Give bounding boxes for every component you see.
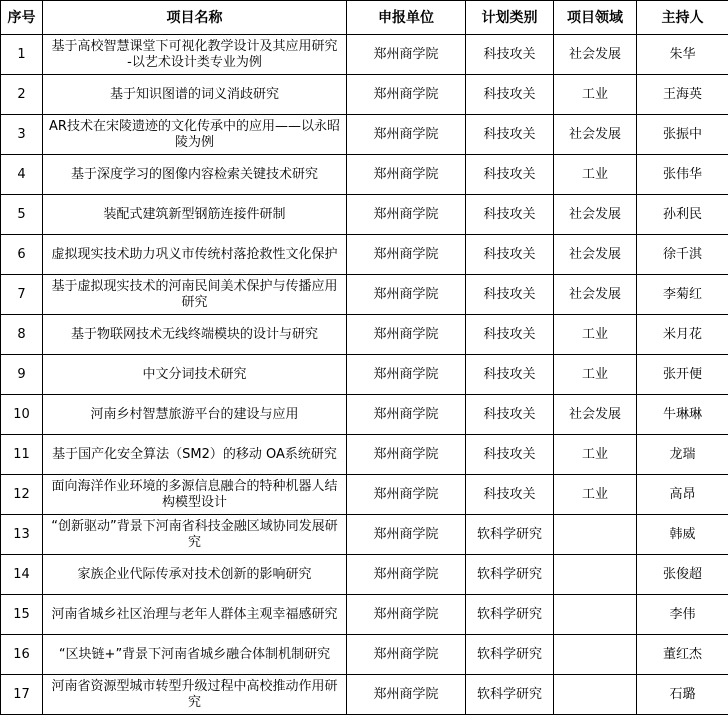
cell-no: 8	[1, 315, 43, 355]
cell-category: 科技攻关	[466, 435, 554, 475]
cell-unit: 郑州商学院	[347, 195, 466, 235]
cell-category: 科技攻关	[466, 395, 554, 435]
cell-leader: 米月花	[637, 315, 728, 355]
table-row	[1, 315, 728, 355]
header-name: 项目名称	[43, 1, 347, 35]
cell-field: 社会发展	[554, 235, 637, 275]
table-row	[1, 435, 728, 475]
cell-project-name: 河南省资源型城市转型升级过程中高校推动作用研究	[43, 675, 347, 715]
table-header-row	[1, 1, 728, 35]
cell-unit: 郑州商学院	[347, 75, 466, 115]
cell-project-name: 虚拟现实技术助力巩义市传统村落抢救性文化保护	[43, 235, 347, 275]
table-row	[1, 555, 728, 595]
cell-field: 工业	[554, 155, 637, 195]
table-row	[1, 635, 728, 675]
cell-project-name: 装配式建筑新型钢筋连接件研制	[43, 195, 347, 235]
cell-leader: 孙利民	[637, 195, 728, 235]
header-category: 计划类别	[466, 1, 554, 35]
cell-leader: 李伟	[637, 595, 728, 635]
cell-project-name: 河南乡村智慧旅游平台的建设与应用	[43, 395, 347, 435]
cell-unit: 郑州商学院	[347, 435, 466, 475]
cell-project-name: “创新驱动”背景下河南省科技金融区域协同发展研究	[43, 515, 347, 555]
cell-field	[554, 675, 637, 715]
cell-leader: 王海英	[637, 75, 728, 115]
cell-project-name: 基于深度学习的图像内容检索关键技术研究	[43, 155, 347, 195]
cell-category: 软科学研究	[466, 675, 554, 715]
cell-project-name: 基于物联网技术无线终端模块的设计与研究	[43, 315, 347, 355]
cell-leader: 石璐	[637, 675, 728, 715]
cell-no: 9	[1, 355, 43, 395]
cell-category: 科技攻关	[466, 275, 554, 315]
cell-leader: 张伟华	[637, 155, 728, 195]
cell-unit: 郑州商学院	[347, 675, 466, 715]
table-row	[1, 395, 728, 435]
header-field: 项目领域	[554, 1, 637, 35]
cell-unit: 郑州商学院	[347, 235, 466, 275]
cell-category: 科技攻关	[466, 355, 554, 395]
table-row	[1, 595, 728, 635]
cell-unit: 郑州商学院	[347, 595, 466, 635]
cell-category: 软科学研究	[466, 515, 554, 555]
cell-category: 科技攻关	[466, 235, 554, 275]
cell-unit: 郑州商学院	[347, 115, 466, 155]
cell-field: 工业	[554, 75, 637, 115]
cell-leader: 董红杰	[637, 635, 728, 675]
table-body	[1, 35, 728, 715]
header-leader: 主持人	[637, 1, 728, 35]
cell-no: 15	[1, 595, 43, 635]
cell-no: 17	[1, 675, 43, 715]
cell-field	[554, 595, 637, 635]
cell-unit: 郑州商学院	[347, 475, 466, 515]
header-no: 序号	[1, 1, 43, 35]
cell-no: 6	[1, 235, 43, 275]
cell-project-name: AR技术在宋陵遗迹的文化传承中的应用——以永昭陵为例	[43, 115, 347, 155]
cell-leader: 韩威	[637, 515, 728, 555]
cell-field	[554, 555, 637, 595]
cell-no: 2	[1, 75, 43, 115]
cell-project-name: 基于高校智慧课堂下可视化教学设计及其应用研究 -以艺术设计类专业为例	[43, 35, 347, 75]
table-row	[1, 235, 728, 275]
cell-no: 16	[1, 635, 43, 675]
cell-category: 软科学研究	[466, 635, 554, 675]
cell-leader: 张开便	[637, 355, 728, 395]
cell-category: 科技攻关	[466, 35, 554, 75]
cell-unit: 郑州商学院	[347, 155, 466, 195]
cell-field	[554, 635, 637, 675]
table-row	[1, 195, 728, 235]
cell-field: 工业	[554, 475, 637, 515]
cell-unit: 郑州商学院	[347, 355, 466, 395]
cell-unit: 郑州商学院	[347, 275, 466, 315]
cell-project-name: 基于国产化安全算法（SM2）的移动 OA系统研究	[43, 435, 347, 475]
cell-no: 3	[1, 115, 43, 155]
cell-no: 14	[1, 555, 43, 595]
table-row	[1, 675, 728, 715]
cell-category: 科技攻关	[466, 315, 554, 355]
cell-leader: 李菊红	[637, 275, 728, 315]
cell-field: 社会发展	[554, 275, 637, 315]
cell-category: 科技攻关	[466, 115, 554, 155]
cell-project-name: “区块链+”背景下河南省城乡融合体制机制研究	[43, 635, 347, 675]
cell-field	[554, 515, 637, 555]
cell-unit: 郑州商学院	[347, 635, 466, 675]
cell-project-name: 基于知识图谱的词义消歧研究	[43, 75, 347, 115]
table-row	[1, 35, 728, 75]
cell-field: 社会发展	[554, 115, 637, 155]
cell-no: 10	[1, 395, 43, 435]
cell-field: 工业	[554, 355, 637, 395]
table-row	[1, 75, 728, 115]
cell-unit: 郑州商学院	[347, 35, 466, 75]
cell-no: 11	[1, 435, 43, 475]
cell-leader: 高昂	[637, 475, 728, 515]
cell-leader: 张振中	[637, 115, 728, 155]
cell-leader: 朱华	[637, 35, 728, 75]
cell-project-name: 家族企业代际传承对技术创新的影响研究	[43, 555, 347, 595]
cell-no: 7	[1, 275, 43, 315]
cell-field: 工业	[554, 315, 637, 355]
cell-unit: 郑州商学院	[347, 315, 466, 355]
cell-no: 4	[1, 155, 43, 195]
cell-no: 12	[1, 475, 43, 515]
cell-category: 软科学研究	[466, 595, 554, 635]
cell-leader: 徐千淇	[637, 235, 728, 275]
cell-leader: 龙瑞	[637, 435, 728, 475]
cell-category: 科技攻关	[466, 475, 554, 515]
table-row	[1, 355, 728, 395]
table-row	[1, 155, 728, 195]
cell-unit: 郑州商学院	[347, 555, 466, 595]
cell-leader: 牛琳琳	[637, 395, 728, 435]
cell-field: 社会发展	[554, 395, 637, 435]
cell-category: 软科学研究	[466, 555, 554, 595]
cell-leader: 张俊超	[637, 555, 728, 595]
cell-no: 5	[1, 195, 43, 235]
cell-project-name: 基于虚拟现实技术的河南民间美术保护与传播应用研究	[43, 275, 347, 315]
cell-project-name: 河南省城乡社区治理与老年人群体主观幸福感研究	[43, 595, 347, 635]
cell-project-name: 中文分词技术研究	[43, 355, 347, 395]
table-row	[1, 275, 728, 315]
cell-project-name: 面向海洋作业环境的多源信息融合的特种机器人结构模型设计	[43, 475, 347, 515]
cell-no: 1	[1, 35, 43, 75]
cell-category: 科技攻关	[466, 195, 554, 235]
table-row	[1, 475, 728, 515]
cell-category: 科技攻关	[466, 75, 554, 115]
cell-unit: 郑州商学院	[347, 395, 466, 435]
cell-no: 13	[1, 515, 43, 555]
cell-field: 社会发展	[554, 195, 637, 235]
cell-category: 科技攻关	[466, 155, 554, 195]
table-row	[1, 115, 728, 155]
cell-field: 工业	[554, 435, 637, 475]
header-unit: 申报单位	[347, 1, 466, 35]
cell-field: 社会发展	[554, 35, 637, 75]
cell-unit: 郑州商学院	[347, 515, 466, 555]
table-row	[1, 515, 728, 555]
